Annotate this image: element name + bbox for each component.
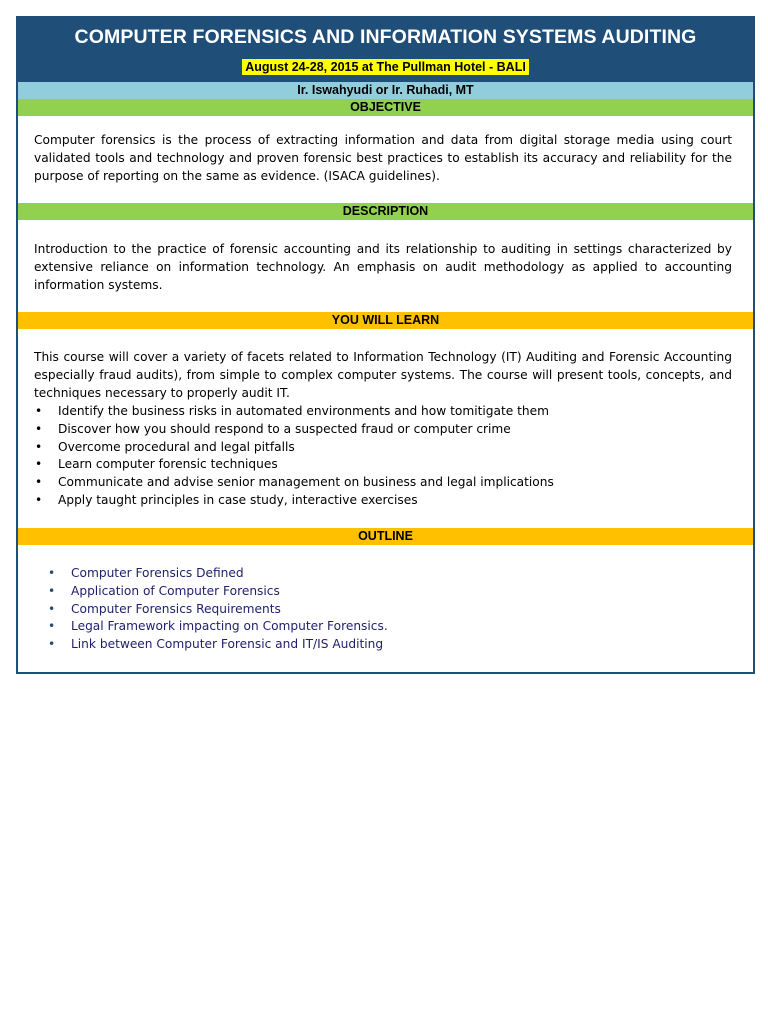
bullet-icon: • — [48, 566, 56, 580]
list-item: • Link between Computer Forensic and IT/IS Auditing — [47, 636, 732, 654]
course-title: COMPUTER FORENSICS AND INFORMATION SYSTEMS AUDITING — [74, 26, 697, 48]
bullet-icon: • — [48, 601, 56, 616]
date-venue: August 24-28, 2015 at The Pullman Hotel - BALI — [242, 59, 529, 75]
list-item: • Learn computer forensic techniques — [34, 456, 732, 474]
bullet-icon: • — [48, 619, 56, 634]
description-heading: DESCRIPTION — [18, 203, 753, 220]
bullet-icon: • — [35, 492, 43, 507]
list-item: • Application of Computer Forensics — [47, 583, 732, 601]
objective-heading: OBJECTIVE — [18, 99, 753, 116]
learn-intro: This course will cover a variety of facets related to Information Technology (IT) Auditing and Forensic Accounting especially fraud audits), from simple to complex computer systems. The course will present tools, concepts, and techniques necessary to properly audit IT. — [34, 350, 732, 400]
course-flyer — [16, 16, 755, 674]
outline-list — [47, 565, 732, 654]
list-item: • Discover how you should respond to a suspected fraud or computer crime — [34, 421, 732, 439]
list-item: • Communicate and advise senior management on business and legal implications — [34, 474, 732, 492]
list-item: • Apply taught principles in case study, interactive exercises — [34, 492, 732, 510]
learn-heading: YOU WILL LEARN — [18, 312, 753, 329]
outline-heading: OUTLINE — [18, 528, 753, 545]
bullet-icon: • — [35, 439, 43, 454]
learn-list — [34, 403, 732, 510]
bullet-icon: • — [35, 457, 43, 472]
objective-text: Computer forensics is the process of extracting information and data from digital storage media using court validated tools and technology and proven forensic best practices to establish its accuracy and reliability for the purpose of reporting on the same as evidence. (ISACA guidelines). — [34, 133, 732, 183]
bullet-icon: • — [48, 637, 56, 652]
bullet-icon: • — [35, 404, 43, 418]
bullet-icon: • — [48, 583, 56, 598]
description-text: Introduction to the practice of forensic accounting and its relationship to auditing in settings characterized by extensive reliance on information technology. An emphasis on audit methodology as applied to accounting information systems. — [34, 242, 732, 292]
bullet-icon: • — [35, 475, 43, 490]
list-item: • Legal Framework impacting on Computer Forensics. — [47, 618, 732, 636]
list-item: • Computer Forensics Defined — [47, 565, 732, 583]
flyer-header — [18, 18, 753, 82]
list-item: • Identify the business risks in automated environments and how tomitigate them — [34, 403, 732, 421]
list-item: • Overcome procedural and legal pitfalls — [34, 439, 732, 457]
presenter-bar: Ir. Iswahyudi or Ir. Ruhadi, MT — [18, 82, 753, 99]
list-item: • Computer Forensics Requirements — [47, 601, 732, 619]
bullet-icon: • — [35, 421, 43, 436]
date-venue-wrap — [18, 58, 753, 76]
